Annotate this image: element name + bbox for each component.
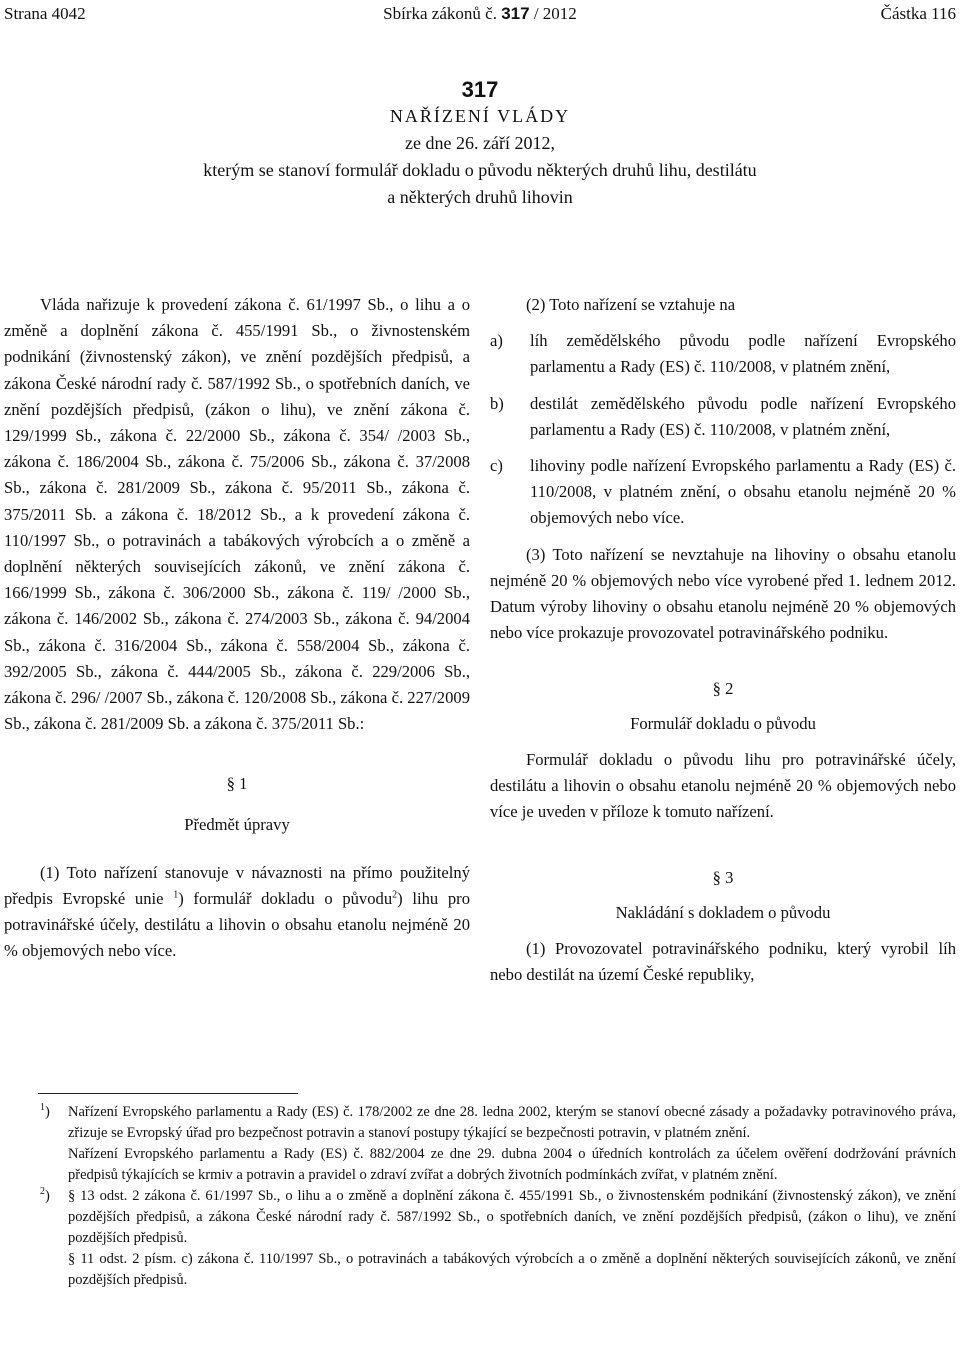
list-item: a) líh zemědělského původu podle nařízení Evropského parlamentu a Rady (ES) č. 110/2008, v platném znění, <box>490 328 956 380</box>
list-item-label: c) <box>490 456 503 476</box>
list-item: c) lihoviny podle nařízení Evropského parlamentu a Rady (ES) č. 110/2008, v platném znění, o obsahu etanolu nejméně 20 % objemových nebo více. <box>490 453 956 532</box>
section-2-text: Formulář dokladu o původu lihu pro potravinářské účely, destilátu a lihovin o obsahu etanolu nejméně 20 % objemových nebo více je uveden v příloze k tomuto nařízení. <box>490 749 956 822</box>
footnote-separator <box>38 1093 298 1094</box>
footnote-text: Nařízení Evropského parlamentu a Rady (ES) č. 178/2002 ze dne 28. ledna 2002, kterým se stanoví obecné zásady a požadavky potravinového práva, zřizuje se Evropský úřad pro bezpečnost potravin a stanoví postupy týkající se bezpečnosti potravin, v platném znění. <box>68 1104 956 1141</box>
footnote-label: $^2$) <box>40 1186 50 1204</box>
section-2-mark: § 2 <box>712 679 734 699</box>
section-2-title: Formulář dokladu o původu <box>630 713 816 733</box>
list-item: b) destilát zemědělského původu podle nařízení Evropského parlamentu a Rady (ES) č. 110/2008, v platném znění, <box>490 391 956 443</box>
collection-label: Sbírka zákonů č. 317 / 2012 <box>383 4 577 23</box>
section-3-title: Nakládání s dokladem o původu <box>615 902 831 922</box>
footnote-label: $^1$) <box>40 1102 50 1120</box>
page-header <box>4 4 956 30</box>
section-1-paragraph-2: (2) Toto nařízení se vztahuje na <box>526 295 736 314</box>
left-column <box>4 292 470 965</box>
footnote-ref-1[interactable]: 1 <box>173 889 179 901</box>
preamble: Vláda nařizuje k provedení zákona č. 61/1997 Sb., o lihu a o změně a doplnění zákona č. 455/1991 Sb., o živnostenském podnikání (živnostenský zákon), ve znění pozdějších předpisů, a zákona České národní rady č. 587/1992 Sb., o spotřebních daních, ve znění pozdějších předpisů, (zákon o lihu), ve znění zákona č. 129/1999 Sb., zákona č. 22/2000 Sb., zákona č. 354/ /2003 Sb., zákona č. 186/2004 Sb., zákona č. 75/2006 Sb., zákona č. 37/2008 Sb., zákona č. 281/2009 Sb., zákona č. 95/2011 Sb., zákona č. 375/2011 Sb. a zákona č. 18/2012 Sb., a k provedení zákona č. 110/1997 Sb., o potravinách a tabákových výrobcích a o změně a doplnění některých souvisejících zákonů, ve znění zákona č. 166/1999 Sb., zákona č. 306/2000 Sb., zákona č. 119/ /2000 Sb., zákona č. 146/2002 Sb., zákona č. 274/2003 Sb., zákona č. 94/2004 Sb., zákona č. 316/2004 Sb., zákona č. 558/2004 Sb., zákona č. 392/2005 Sb., zákona č. 444/2005 Sb., zákona č. 229/2006 Sb., zákona č. 296/ /2007 Sb., zákona č. 120/2008 Sb., zákona č. 227/2009 Sb., zákona č. 281/2009 Sb. a zákona č. 375/2011 Sb.: <box>4 295 470 734</box>
footnotes <box>4 1102 956 1291</box>
document-title <box>0 76 960 211</box>
regulation-date: ze dne 26. září 2012, <box>405 133 555 153</box>
footnote-1 <box>4 1102 956 1186</box>
section-1-paragraph-1: (1) Toto nařízení stanovuje v návaznosti na přímo použitelný předpis Evropské unie $^1$) formulář dokladu o původu$^2$) lihu pro potravinářské účely, destilátu a lihovin o obsahu etanolu nejméně 20 % objemových nebo více. <box>4 862 470 961</box>
footnote-ref-2[interactable]: 2 <box>392 889 398 901</box>
section-1-paragraph-3: (3) Toto nařízení se nevztahuje na lihoviny o obsahu etanolu nejméně 20 % objemových nebo více vyrobené před 1. lednem 2012. Datum výroby lihoviny o obsahu etanolu nejméně 20 % objemových nebo více prokazuje provozovatel potravinářského podniku. <box>490 544 956 643</box>
footnote-2 <box>4 1186 956 1291</box>
regulation-kind: NAŘÍZENÍ VLÁDY <box>389 106 571 126</box>
part-number: Částka 116 <box>880 4 956 23</box>
list-item-label: a) <box>490 331 503 351</box>
section-3-paragraph-1: (1) Provozovatel potravinářského podniku, který vyrobil líh nebo destilát na území České republiky, <box>490 938 956 985</box>
page-number: Strana 4042 <box>4 4 86 23</box>
footnote-text: § 11 odst. 2 písm. c) zákona č. 110/1997 Sb., o potravinách a tabákových výrobcích a o změně a doplnění některých souvisejících zákonů, ve znění pozdějších předpisů. <box>68 1251 957 1288</box>
footnote-text: § 13 odst. 2 zákona č. 61/1997 Sb., o lihu a o změně a doplnění zákona č. 455/1991 Sb., o živnostenském podnikání (živnostenský zákon), ve znění pozdějších předpisů, a zákona České národní rady č. 587/1992 Sb., o spotřebních daních, ve znění pozdějších předpisů, (zákon o lihu), ve znění pozdějších předpisů. <box>68 1188 956 1246</box>
regulation-subject-line-2: a některých druhů lihovin <box>387 187 573 207</box>
section-1-mark: § 1 <box>226 774 248 794</box>
list-item-label: b) <box>490 393 504 413</box>
right-column <box>490 292 956 988</box>
regulation-subject-line-1: kterým se stanoví formulář dokladu o původu některých druhů lihu, destilátu <box>203 160 757 180</box>
section-3-mark: § 3 <box>712 868 734 888</box>
footnote-text: Nařízení Evropského parlamentu a Rady (ES) č. 882/2004 ze dne 29. dubna 2004 o úředních kontrolách za účelem ověření dodržování právních předpisů týkajících se krmiv a potravin a pravidel o zdraví zvířat a dobrých životních podmínkách zvířat, v platném znění. <box>68 1146 956 1183</box>
section-1-title: Předmět úpravy <box>184 814 290 834</box>
collection-number: 317 <box>501 4 530 23</box>
regulation-number: 317 <box>461 77 499 102</box>
